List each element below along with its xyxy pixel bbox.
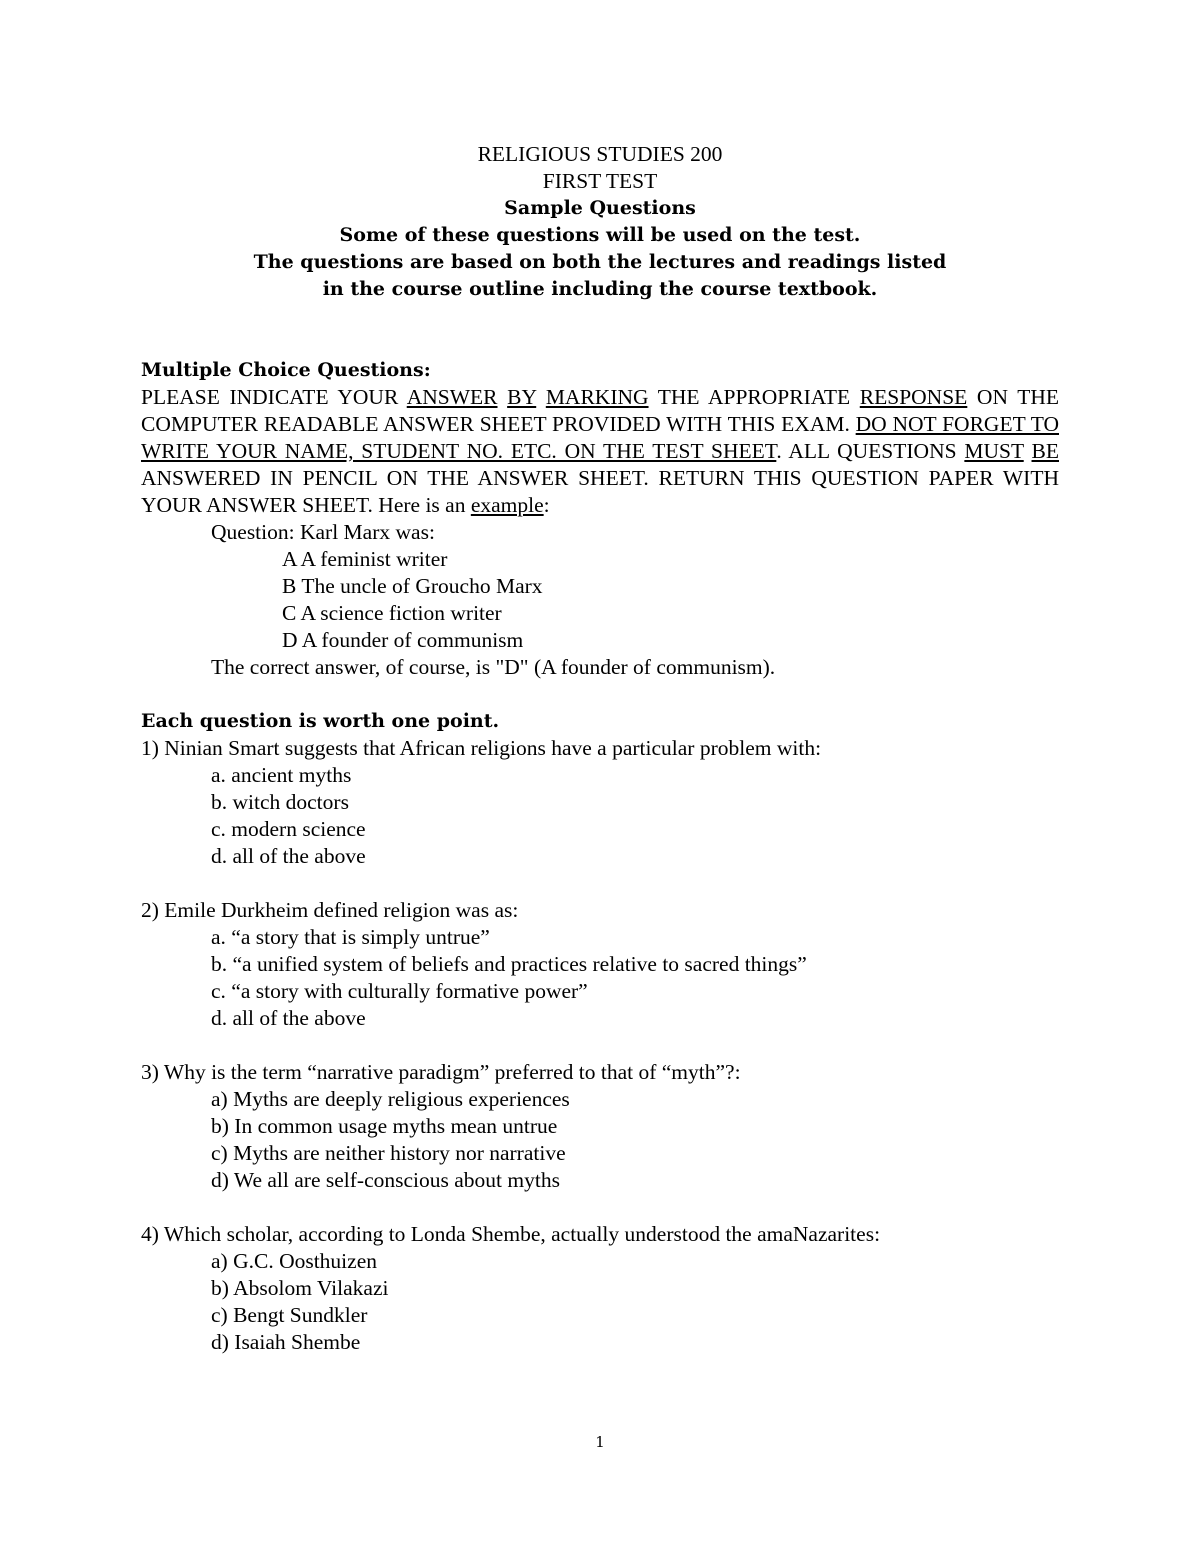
mcq-instructions: PLEASE INDICATE YOUR ANSWER BY MARKING THE APPROPRIATE RESPONSE ON THE COMPUTER READABLE ANSWER SHEET PROVIDED WITH THIS EXAM. DO NOT FORGET TO WRITE YOUR NAME, STUDENT NO. ETC. ON THE TEST SHEET. ALL QUESTIONS MUST BE ANSWERED IN PENCIL ON THE ANSWER SHEET. RETURN THIS QUESTION PAPER WITH YOUR ANSWER SHEET. Here is an example: [141, 385, 1059, 517]
example-option: A A feminist writer [282, 547, 448, 571]
question-option: c) Myths are neither history nor narrative [211, 1141, 566, 1165]
document-page [141, 141, 1059, 1356]
example-option: B The uncle of Groucho Marx [282, 574, 543, 598]
header-note-3: in the course outline including the course textbook. [322, 278, 878, 300]
example-option: D A founder of communism [282, 628, 524, 652]
header-note-2: The questions are based on both the lectures and readings listed [253, 251, 947, 273]
question-option: a. “a story that is simply untrue” [211, 925, 490, 949]
question-option: a. ancient myths [211, 763, 352, 787]
question-3: 3) Why is the term “narrative paradigm” preferred to that of “myth”?: [141, 1060, 741, 1084]
question-2: 2) Emile Durkheim defined religion was as: [141, 898, 519, 922]
course-title: RELIGIOUS STUDIES 200 [477, 142, 723, 166]
document-header [141, 141, 1059, 303]
question-option: c. “a story with culturally formative power” [211, 979, 588, 1003]
question-option: a) G.C. Oosthuizen [211, 1249, 377, 1273]
sample-questions-heading: Sample Questions [504, 197, 696, 219]
mcq-heading: Multiple Choice Questions: [141, 359, 431, 381]
points-note: Each question is worth one point. [141, 710, 500, 732]
question-option: d) Isaiah Shembe [211, 1330, 361, 1354]
question-option: d. all of the above [211, 844, 366, 868]
question-option: b) Absolom Vilakazi [211, 1276, 389, 1300]
question-4: 4) Which scholar, according to Londa Shembe, actually understood the amaNazarites: [141, 1222, 881, 1246]
question-option: b. witch doctors [211, 790, 349, 814]
header-note-1: Some of these questions will be used on the test. [339, 224, 861, 246]
example-question: Question: Karl Marx was: [211, 520, 435, 544]
question-option: b) In common usage myths mean untrue [211, 1114, 558, 1138]
question-option: c. modern science [211, 817, 366, 841]
page-number: 1 [595, 1433, 605, 1451]
question-option: c) Bengt Sundkler [211, 1303, 368, 1327]
question-option: b. “a unified system of beliefs and practices relative to sacred things” [211, 952, 807, 976]
question-1: 1) Ninian Smart suggests that African religions have a particular problem with: [141, 736, 822, 760]
example-option: C A science fiction writer [282, 601, 502, 625]
question-option: d) We all are self-conscious about myths [211, 1168, 560, 1192]
question-option: d. all of the above [211, 1006, 366, 1030]
test-title: FIRST TEST [542, 169, 658, 193]
question-option: a) Myths are deeply religious experiences [211, 1087, 570, 1111]
example-answer: The correct answer, of course, is "D" (A founder of communism). [211, 655, 776, 679]
